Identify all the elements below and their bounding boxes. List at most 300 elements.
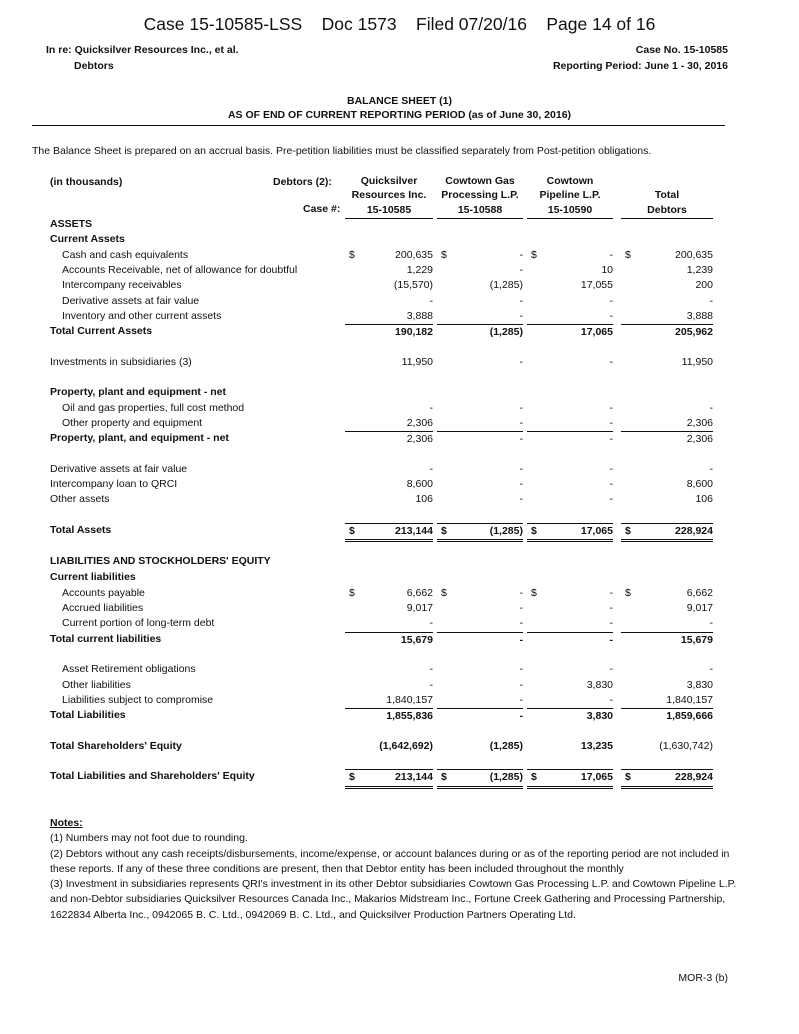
column-case-number: Debtors <box>621 203 713 219</box>
value-cell <box>437 294 523 309</box>
value-cell <box>345 401 433 416</box>
table-row <box>0 632 799 647</box>
column-header-line2: Resources Inc. <box>351 189 427 201</box>
cell-value: 3,830 <box>586 678 613 691</box>
dollar-sign: $ <box>531 525 537 537</box>
debtors-label: Debtors <box>74 60 114 72</box>
table-row <box>0 431 799 446</box>
dollar-sign: $ <box>441 586 447 599</box>
cell-value: (1,630,742) <box>659 739 713 752</box>
dollar-sign: $ <box>531 248 537 261</box>
value-cell <box>621 632 713 648</box>
value-cell <box>527 462 613 477</box>
cell-value: - <box>519 355 523 368</box>
row-label: LIABILITIES AND STOCKHOLDERS' EQUITY <box>50 554 271 567</box>
value-cell <box>621 355 713 370</box>
table-row <box>0 385 799 400</box>
cell-value: - <box>609 693 613 706</box>
column-header <box>621 174 713 219</box>
title-line-1: BALANCE SHEET (1) <box>346 95 452 107</box>
cell-value: - <box>709 401 713 414</box>
cell-value: - <box>519 478 523 491</box>
cell-value: (1,285) <box>489 771 523 784</box>
value-cell <box>621 693 713 708</box>
dollar-sign: $ <box>625 586 631 599</box>
cell-value: 106 <box>415 493 433 506</box>
table-row <box>0 739 799 754</box>
cell-value: 10 <box>601 263 613 276</box>
row-label: Current Assets <box>50 233 125 246</box>
value-cell <box>437 263 523 278</box>
value-cell <box>527 248 613 263</box>
row-label: Total Assets <box>50 524 112 536</box>
cell-value: - <box>429 462 433 475</box>
row-label: Other assets <box>50 493 110 506</box>
value-cell <box>345 324 433 340</box>
row-label: Liabilities subject to compromise <box>62 693 214 706</box>
table-row <box>0 401 799 416</box>
value-cell <box>345 708 433 724</box>
value-cell <box>621 248 713 263</box>
cell-value: 213,144 <box>395 525 433 537</box>
notes-section <box>50 816 750 923</box>
value-cell <box>437 278 523 293</box>
dollar-sign: $ <box>349 771 355 784</box>
cell-value: - <box>519 263 523 276</box>
table-row <box>0 294 799 309</box>
table-row <box>0 248 799 263</box>
cell-value: - <box>609 478 613 491</box>
value-cell <box>345 693 433 708</box>
column-header-line1 <box>621 174 713 188</box>
blank-row <box>0 370 799 385</box>
cell-value: 190,182 <box>395 326 433 339</box>
value-cell <box>437 708 523 724</box>
cell-value: - <box>519 633 523 646</box>
dollar-sign: $ <box>349 248 355 261</box>
cell-value: 228,924 <box>675 525 713 537</box>
cell-value: 1,859,666 <box>666 710 713 723</box>
column-header <box>345 174 433 219</box>
row-label: Property, plant, and equipment - net <box>50 432 229 445</box>
dollar-sign: $ <box>531 586 537 599</box>
cell-value: 1,855,836 <box>386 710 433 723</box>
cell-value: - <box>519 416 523 429</box>
cell-value: - <box>519 309 523 322</box>
value-cell <box>437 462 523 477</box>
value-cell <box>345 294 433 309</box>
value-cell <box>527 616 613 631</box>
note-3: (3) Investment in subsidiaries represents QRI's investment in its other Debtor subsidiaries Cowtown Gas Processing L.P. and Cowtown Pipeline L.P. and non-Debtor subsidiaries Quicksilver Resources Canada Inc., Makarios Midstream Inc., Fortune Creek Gathering and Processing Partnership, 1622834 Alberta Inc., 0942065 B. C. Ltd., 0942069 B. C. Ltd., and Quicksilver Production Partners Operating Ltd. <box>50 878 737 921</box>
value-cell <box>437 739 523 754</box>
in-re: In re: Quicksilver Resources Inc., et al. <box>46 44 239 56</box>
dollar-sign: $ <box>441 525 447 537</box>
value-cell <box>437 248 523 263</box>
column-header-line2: Processing L.P. <box>441 189 519 201</box>
cell-value: 200,635 <box>395 248 433 261</box>
value-cell <box>621 278 713 293</box>
cell-value: - <box>609 248 613 261</box>
cell-value: 1,840,157 <box>666 693 713 706</box>
dollar-sign: $ <box>531 771 537 784</box>
cell-value: 17,055 <box>580 279 613 292</box>
value-cell <box>621 678 713 693</box>
table-row <box>0 278 799 293</box>
cell-value: 9,017 <box>406 602 433 614</box>
value-cell <box>621 263 713 278</box>
court-filing-stamp: Case 15-10585-LSS Doc 1573 Filed 07/20/16 Page 14 of 16 <box>143 14 656 34</box>
value-cell <box>621 616 713 631</box>
value-cell <box>527 294 613 309</box>
cell-value: 1,840,157 <box>386 693 433 706</box>
cell-value: 228,924 <box>675 771 713 784</box>
value-cell <box>437 492 523 507</box>
value-cell <box>527 324 613 340</box>
value-cell <box>345 248 433 263</box>
cell-value: 8,600 <box>686 478 713 491</box>
value-cell <box>527 416 613 431</box>
table-row <box>0 462 799 477</box>
column-header-line1: Quicksilver <box>360 175 418 187</box>
row-label: Intercompany receivables <box>62 279 182 292</box>
table-row <box>0 586 799 601</box>
cell-value: 200,635 <box>675 248 713 261</box>
value-cell <box>527 586 613 601</box>
row-label: Accounts Receivable, net of allowance for doubtful <box>62 263 298 276</box>
note-2: (2) Debtors without any cash receipts/disbursements, income/expense, or account balances during or as of the reporting period are not included in these reports. If any of these three conditions are present, then that Debtor entity has been included throughout the monthly <box>50 847 730 875</box>
value-cell <box>527 693 613 708</box>
value-cell <box>527 632 613 648</box>
row-label: Other liabilities <box>62 678 131 691</box>
reporting-period: Reporting Period: June 1 - 30, 2016 <box>552 60 728 72</box>
row-label: Accounts payable <box>62 586 145 599</box>
row-label: Intercompany loan to QRCI <box>50 478 178 491</box>
value-cell <box>345 678 433 693</box>
cell-value: 106 <box>695 493 713 506</box>
cell-value: - <box>429 294 433 307</box>
value-cell <box>437 632 523 648</box>
column-header <box>527 174 613 219</box>
value-cell <box>527 662 613 677</box>
cell-value: (1,285) <box>489 279 523 292</box>
table-row <box>0 769 799 784</box>
table-row <box>0 554 799 569</box>
blank-row <box>0 508 799 523</box>
cell-value: 1,229 <box>406 263 433 276</box>
cell-value: 3,888 <box>406 309 433 322</box>
row-label: Total Shareholders' Equity <box>50 739 182 752</box>
table-row <box>0 309 799 324</box>
cell-value: - <box>519 401 523 414</box>
value-cell <box>527 769 613 788</box>
value-cell <box>345 309 433 324</box>
cell-value: 11,950 <box>401 355 433 368</box>
value-cell <box>437 678 523 693</box>
value-cell <box>345 355 433 370</box>
cell-value: - <box>609 462 613 475</box>
value-cell <box>437 769 523 788</box>
value-cell <box>527 431 613 447</box>
value-cell <box>437 477 523 492</box>
row-label: Asset Retirement obligations <box>62 663 196 676</box>
value-cell <box>437 416 523 431</box>
value-cell <box>527 263 613 278</box>
value-cell <box>527 477 613 492</box>
cell-value: - <box>709 617 713 630</box>
table-row <box>0 708 799 723</box>
table-row <box>0 324 799 339</box>
cell-value: 3,888 <box>686 309 713 322</box>
blank-row <box>0 538 799 553</box>
cell-value: 205,962 <box>675 326 713 339</box>
value-cell <box>621 739 713 754</box>
cell-value: - <box>519 663 523 676</box>
dollar-sign: $ <box>625 771 631 784</box>
row-label: Other property and equipment <box>62 416 203 429</box>
cell-value: (1,285) <box>489 525 523 537</box>
cell-value: - <box>709 462 713 475</box>
row-label: Cash and cash equivalents <box>62 248 189 261</box>
value-cell <box>437 601 523 616</box>
dollar-sign: $ <box>625 525 631 537</box>
cell-value: 8,600 <box>406 478 433 491</box>
row-label: Derivative assets at fair value <box>50 462 188 475</box>
row-label: ASSETS <box>50 218 93 230</box>
column-case-number: 15-10588 <box>437 203 523 219</box>
row-label: Property, plant and equipment - net <box>50 386 226 399</box>
value-cell <box>345 416 433 431</box>
dollar-sign: $ <box>349 525 355 537</box>
value-cell <box>621 477 713 492</box>
cell-value: - <box>429 617 433 630</box>
cell-value: - <box>519 602 523 614</box>
cell-value: - <box>609 401 613 414</box>
table-row <box>0 355 799 370</box>
value-cell <box>621 708 713 724</box>
value-cell <box>437 309 523 324</box>
cell-value: 17,065 <box>580 326 613 339</box>
title-divider <box>32 125 725 126</box>
cell-value: - <box>709 294 713 307</box>
column-header <box>437 174 523 219</box>
cell-value: 6,662 <box>406 586 433 599</box>
value-cell <box>345 477 433 492</box>
column-header-line1: Cowtown Gas <box>445 175 515 187</box>
case-number: Case No. 15-10585 <box>635 44 728 56</box>
cell-value: - <box>519 710 523 723</box>
value-cell <box>345 462 433 477</box>
cell-value: - <box>609 309 613 322</box>
row-label: Investments in subsidiaries (3) <box>50 355 192 368</box>
blank-row <box>0 339 799 354</box>
cell-value: - <box>429 678 433 691</box>
note-1: (1) Numbers may not foot due to rounding. <box>50 832 248 845</box>
value-cell <box>621 662 713 677</box>
cell-value: 2,306 <box>406 433 433 446</box>
debtors-column-label: Debtors (2): <box>273 176 332 188</box>
value-cell <box>621 401 713 416</box>
cell-value: (15,570) <box>393 279 433 292</box>
value-cell <box>345 278 433 293</box>
cell-value: 6,662 <box>686 586 713 599</box>
cell-value: - <box>609 602 613 614</box>
cell-value: (1,285) <box>489 326 523 339</box>
table-row <box>0 523 799 538</box>
value-cell <box>621 462 713 477</box>
value-cell <box>437 662 523 677</box>
cell-value: 213,144 <box>395 771 433 784</box>
cell-value: 17,065 <box>580 525 613 537</box>
cell-value: (1,285) <box>489 739 523 752</box>
row-label: Derivative assets at fair value <box>62 294 200 307</box>
dollar-sign: $ <box>349 586 355 599</box>
value-cell <box>345 431 433 447</box>
column-case-number: 15-10590 <box>527 203 613 219</box>
value-cell <box>527 401 613 416</box>
cell-value: - <box>519 248 523 261</box>
row-label: Total Current Assets <box>50 325 153 338</box>
row-label: Inventory and other current assets <box>62 309 222 322</box>
cell-value: - <box>609 617 613 630</box>
value-cell <box>345 769 433 788</box>
value-cell <box>437 401 523 416</box>
dollar-sign: $ <box>625 248 631 261</box>
cell-value: - <box>709 663 713 676</box>
value-cell <box>437 355 523 370</box>
value-cell <box>621 586 713 601</box>
value-cell <box>621 416 713 431</box>
value-cell <box>437 616 523 631</box>
cell-value: - <box>609 294 613 307</box>
value-cell <box>345 616 433 631</box>
value-cell <box>527 278 613 293</box>
table-row <box>0 492 799 507</box>
blank-row <box>0 647 799 662</box>
cell-value: - <box>519 693 523 706</box>
table-row <box>0 601 799 616</box>
blank-row <box>0 754 799 769</box>
cell-value: - <box>609 663 613 676</box>
row-label: Current portion of long-term debt <box>62 617 215 630</box>
value-cell <box>527 678 613 693</box>
cell-value: 3,830 <box>586 710 613 723</box>
row-label: Total current liabilities <box>50 632 162 645</box>
cell-value: - <box>609 433 613 446</box>
table-row <box>0 662 799 677</box>
value-cell <box>345 492 433 507</box>
value-cell <box>345 601 433 616</box>
notes-title: Notes: <box>50 817 83 829</box>
cell-value: - <box>609 586 613 599</box>
cell-value: 15,679 <box>400 633 433 646</box>
table-row <box>0 678 799 693</box>
units-label: (in thousands) <box>50 176 123 188</box>
cell-value: 2,306 <box>686 416 713 429</box>
cell-value: (1,642,692) <box>379 739 433 752</box>
cell-value: - <box>609 633 613 646</box>
row-label: Oil and gas properties, full cost method <box>62 401 245 414</box>
cell-value: - <box>519 678 523 691</box>
cell-value: 1,239 <box>686 263 713 276</box>
cell-value: 15,679 <box>680 633 713 646</box>
column-case-number: 15-10585 <box>345 203 433 219</box>
table-row <box>0 616 799 631</box>
case-column-label: Case #: <box>303 203 341 215</box>
value-cell <box>345 662 433 677</box>
cell-value: - <box>519 462 523 475</box>
cell-value: - <box>519 617 523 630</box>
value-cell <box>345 586 433 601</box>
value-cell <box>437 586 523 601</box>
cell-value: - <box>609 493 613 506</box>
table-row <box>0 570 799 585</box>
value-cell <box>621 294 713 309</box>
value-cell <box>621 492 713 507</box>
intro-text: The Balance Sheet is prepared on an accrual basis. Pre-petition liabilities must be classified separately from Post-petition obligations. <box>32 145 652 157</box>
cell-value: 17,065 <box>580 771 613 784</box>
column-header-line2: Pipeline L.P. <box>539 189 601 201</box>
value-cell <box>621 601 713 616</box>
table-row <box>0 693 799 708</box>
blank-row <box>0 723 799 738</box>
value-cell <box>527 492 613 507</box>
value-cell <box>621 431 713 447</box>
value-cell <box>345 263 433 278</box>
row-label: Total Liabilities <box>50 709 126 722</box>
title-line-2: AS OF END OF CURRENT REPORTING PERIOD (as of June 30, 2016) <box>227 109 572 121</box>
cell-value: 3,830 <box>686 678 713 691</box>
cell-value: - <box>519 586 523 599</box>
cell-value: - <box>609 355 613 368</box>
value-cell <box>437 324 523 340</box>
cell-value: 13,235 <box>580 739 613 752</box>
cell-value: 9,017 <box>686 602 713 614</box>
value-cell <box>527 601 613 616</box>
dollar-sign: $ <box>441 248 447 261</box>
value-cell <box>621 309 713 324</box>
table-row <box>0 232 799 247</box>
row-label: Current liabilities <box>50 571 136 584</box>
cell-value: 200 <box>695 279 713 292</box>
cell-value: 2,306 <box>686 433 713 446</box>
table-row <box>0 477 799 492</box>
blank-row <box>0 447 799 462</box>
table-row <box>0 263 799 278</box>
cell-value: - <box>519 493 523 506</box>
value-cell <box>527 708 613 724</box>
cell-value: - <box>519 294 523 307</box>
table-row <box>0 217 799 232</box>
cell-value: - <box>609 416 613 429</box>
cell-value: - <box>429 401 433 414</box>
value-cell <box>437 693 523 708</box>
value-cell <box>527 355 613 370</box>
value-cell <box>621 324 713 340</box>
cell-value: - <box>519 433 523 446</box>
cell-value: 11,950 <box>681 355 713 368</box>
table-row <box>0 416 799 431</box>
value-cell <box>345 632 433 648</box>
value-cell <box>621 769 713 788</box>
value-cell <box>527 309 613 324</box>
form-id: MOR-3 (b) <box>678 972 728 984</box>
value-cell <box>437 431 523 447</box>
row-label: Total Liabilities and Shareholders' Equity <box>50 770 255 783</box>
column-header-line1: Cowtown <box>546 175 594 187</box>
row-label: Accrued liabilities <box>62 602 144 614</box>
value-cell <box>527 739 613 754</box>
cell-value: - <box>429 663 433 676</box>
